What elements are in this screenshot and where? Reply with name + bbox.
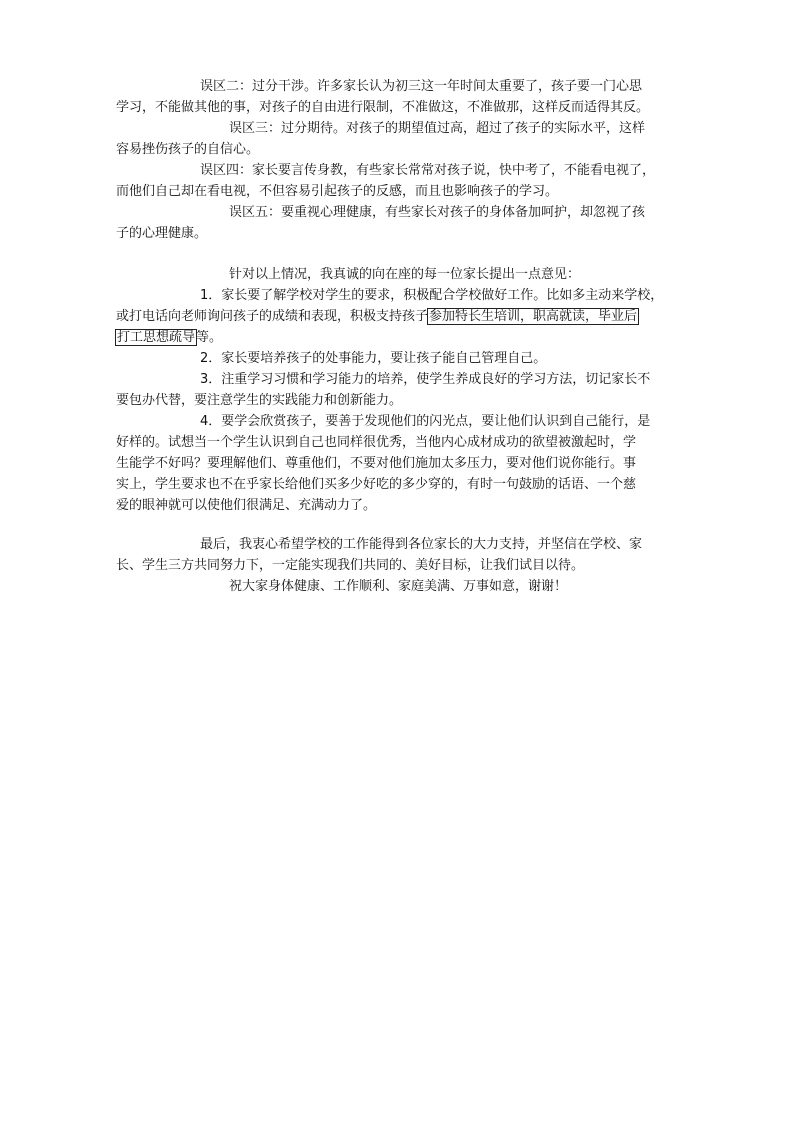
list-item-text: 或打电话向老师询问孩子的成绩和表现，积极支持孩子 [116,309,429,324]
paragraph-line: 学习，不能做其他的事，对孩子的自由进行限制，不准做这，不准做那，这样反而适得其反。 [116,100,650,115]
list-item-line [116,306,696,328]
list-item-line: 要包办代替，要注意学生的实践能力和创新能力。 [116,393,403,408]
boxed-text: 打工思想疏导 [117,330,196,345]
list-item-line: 实上，学生要求也不在乎家长给他们买多少好吃的多少穿的，有时一句鼓励的话语、一个慈 [116,477,637,492]
closing-line: 祝大家身体健康、工作顺利、家庭美满、万事如意，谢谢！ [229,579,568,594]
list-item-text: 等。 [196,330,223,345]
list-item-line: 生能学不好吗？要理解他们、尊重他们，不要对他们施加太多压力，要对他们说你能行。事 [116,456,637,471]
list-item-line: 爱的眼神就可以使他们很满足、充满动力了。 [116,498,377,513]
boxed-text: 参加特长生培训，职高就读，毕业后 [429,309,638,324]
paragraph-line: 容易挫伤孩子的自信心。 [116,142,260,157]
list-item-line [116,327,696,349]
list-item-line: 3．注重学习习惯和学习能力的培养，使学生养成良好的学习方法，切记家长不 [200,372,651,387]
list-item-line: 好样的。试想当一个学生认识到自己也同样很优秀，当他内心成材成功的欲望被激起时，学 [116,435,637,450]
list-item-line: 1．家长要了解学校对学生的要求，积极配合学校做好工作。比如多主动来学校， [200,288,664,303]
paragraph-line: 误区二：过分干涉。许多家长认为初三这一年时间太重要了，孩子要一门心思 [200,79,643,94]
paragraph-line: 误区三：过分期待。对孩子的期望值过高，超过了孩子的实际水平，这样 [229,121,646,136]
list-item-line: 2．家长要培养孩子的处事能力，要让孩子能自己管理自己。 [200,351,547,366]
paragraph-line: 误区五：要重视心理健康，有些家长对孩子的身体备加呵护，却忽视了孩 [229,205,646,220]
paragraph-line: 长、学生三方共同努力下，一定能实现我们共同的、美好目标，让我们试目以待。 [116,558,585,573]
paragraph-line: 最后，我衷心希望学校的工作能得到各位家长的大力支持，并坚信在学校、家 [200,537,643,552]
paragraph-line: 针对以上情况，我真诚的向在座的每一位家长提出一点意见： [229,267,581,282]
paragraph-line: 子的心理健康。 [116,226,208,241]
list-item-line: 4．要学会欣赏孩子，要善于发现他们的闪光点，要让他们认识到自己能行，是 [200,414,651,429]
paragraph-line: 误区四：家长要言传身教，有些家长常常对孩子说，快中考了，不能看电视了， [200,163,656,178]
paragraph-line: 而他们自己却在看电视，不但容易引起孩子的反感，而且也影响孩子的学习。 [116,184,559,199]
